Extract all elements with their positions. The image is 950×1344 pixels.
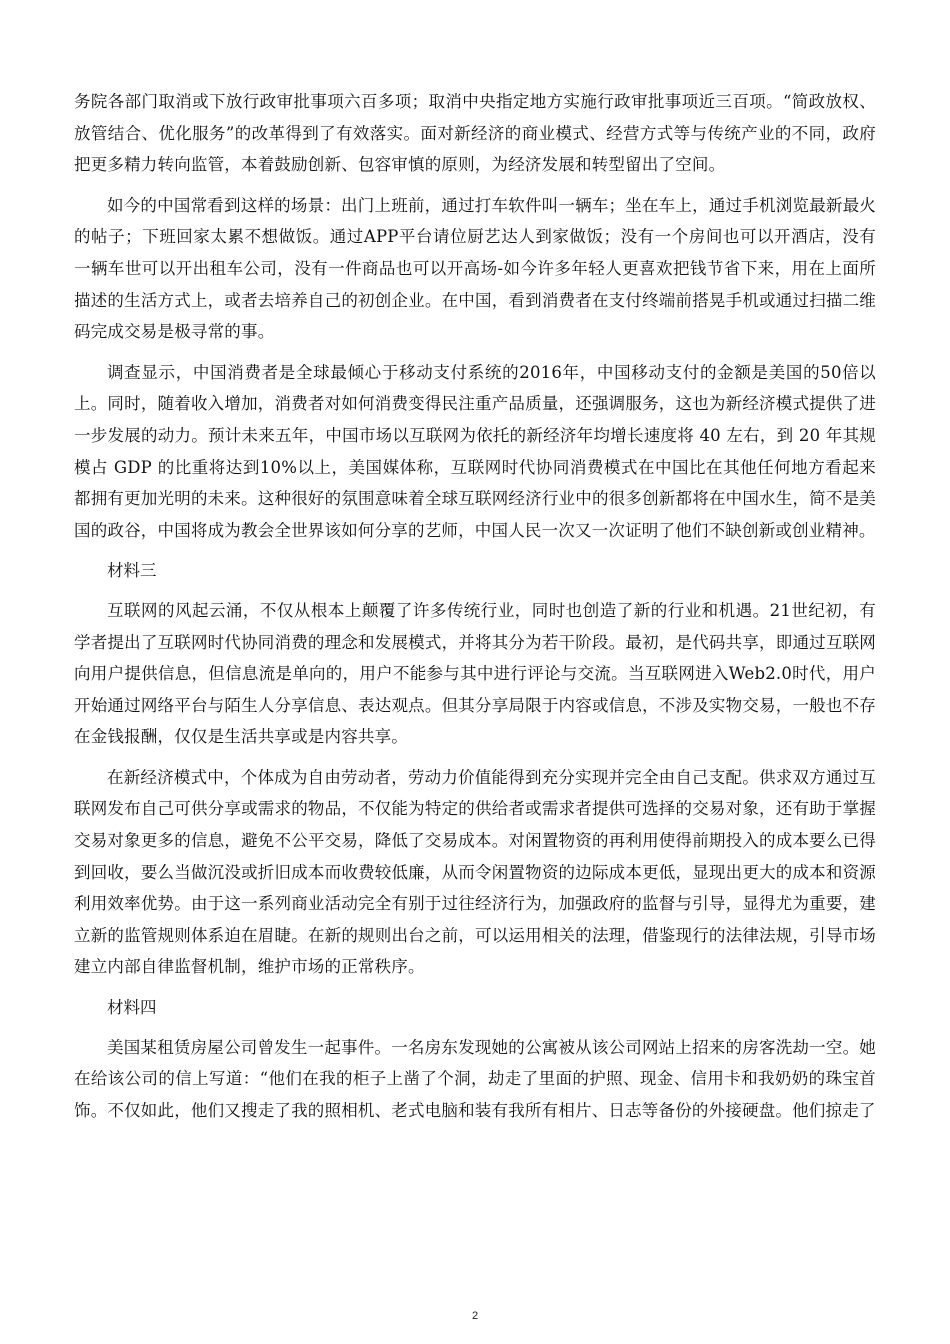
paragraph-2: 如今的中国常看到这样的场景：出门上班前，通过打车软件叫一辆车；坐在车上，通过手机浏览最新最火的帖子；下班回家太累不想做饭。通过APP平台请位厨艺达人到家做饭；没有一个房间也可以开酒店，没有一辆车世可以开出租车公司，没有一件商品也可以开高场-如今许多年轻人更喜欢把钱节省下来，用在上面所描述的生活方式上，或者去培养自己的初创企业。在中国，看到消费者在支付终端前搭晃手机或通过扫描二维码完成交易是极寻常的事。 [74, 195, 876, 342]
section-heading-material-4: 材料四 [107, 998, 157, 1018]
paragraph-3: 调查显示，中国消费者是全球最倾心于移动支付系统的2016年，中国移动支付的金额是美国的50倍以上。同时，随着收入增加，消费者对如何消费变得民注重产品质量，还强调服务，这也为新经济模式提供了进一步发展的动力。预计未来五年，中国市场以互联网为依托的新经济年均增长速度将 40 左右，到 20 年其规模占 GDP 的比重将达到10%以上，美国媒体称，互联网时代协同消费模式在中国比在其他任何地方看起来都拥有更加光明的未来。这种很好的氛围意味着全球互联网经济行业中的很多创新都将在中国水生，简不是美国的政谷，中国将成为教会全世界该如何分享的艺师，中国人民一次又一次证明了他们不缺创新或创业精神。 [74, 362, 876, 540]
paragraph-6: 美国某租赁房屋公司曾发生一起事件。一名房东发现她的公寓被从该公司网站上招来的房客洗劫一空。她在给该公司的信上写道：“他们在我的柜子上凿了个洞，劫走了里面的护照、现金、信用卡和我奶奶的珠宝首饰。不仅如此，他们又搜走了我的照相机、老式电脑和装有我所有相片、日志等备份的外接硬盘。他们掠走了 [74, 1037, 876, 1120]
paragraph-5: 在新经济模式中，个体成为自由劳动者，劳动力价值能得到充分实现并完全由自己支配。供求双方通过互联网发布自己可供分享或需求的物品，不仅能为特定的供给者或需求者提供可选择的交易对象，还有助于掌握交易对象更多的信息，避免不公平交易，降低了交易成本。对闲置物资的再利用使得前期投入的成本要么已得到回收，要么当做沉没或折旧成本而收费较低廉，从而令闲置物资的边际成本更低，显现出更大的成本和资源利用效率优势。由于这一系列商业活动完全有别于过往经济行为，加强政府的监督与引导，显得尤为重要，建立新的监管规则体系迫在眉睫。在新的规则出台之前，可以运用相关的法理，借鉴现行的法律法规，引导市场建立内部自律监督机制，维护市场的正常秩序。 [74, 767, 876, 977]
section-heading-material-3: 材料三 [107, 561, 157, 581]
paragraph-1: 务院各部门取消或下放行政审批事项六百多项；取消中央指定地方实施行政审批事项近三百项。“简政放权、放管结合、优化服务”的改革得到了有效落实。面对新经济的商业模式、经营方式等与传统产业的不同，政府把更多精力转向监管，本着鼓励创新、包容审慎的原则，为经济发展和转型留出了空间。 [74, 92, 876, 175]
page-number: 2 [471, 1310, 479, 1322]
paragraph-4: 互联网的风起云涌，不仅从根本上颠覆了许多传统行业，同时也创造了新的行业和机遇。21世纪初，有学者提出了互联网时代协同消费的理念和发展模式，并将其分为若干阶段。最初，是代码共享，即通过互联网向用户提供信息，但信息流是单向的，用户不能参与其中进行评论与交流。当互联网进入Web2.0时代，用户开始通过网络平台与陌生人分享信息、表达观点。但其分享局限于内容或信息，不涉及实物交易，一般也不存在金钱报酬，仅仅是生活共享或是内容共享。 [74, 600, 876, 747]
document-body [74, 86, 876, 1126]
